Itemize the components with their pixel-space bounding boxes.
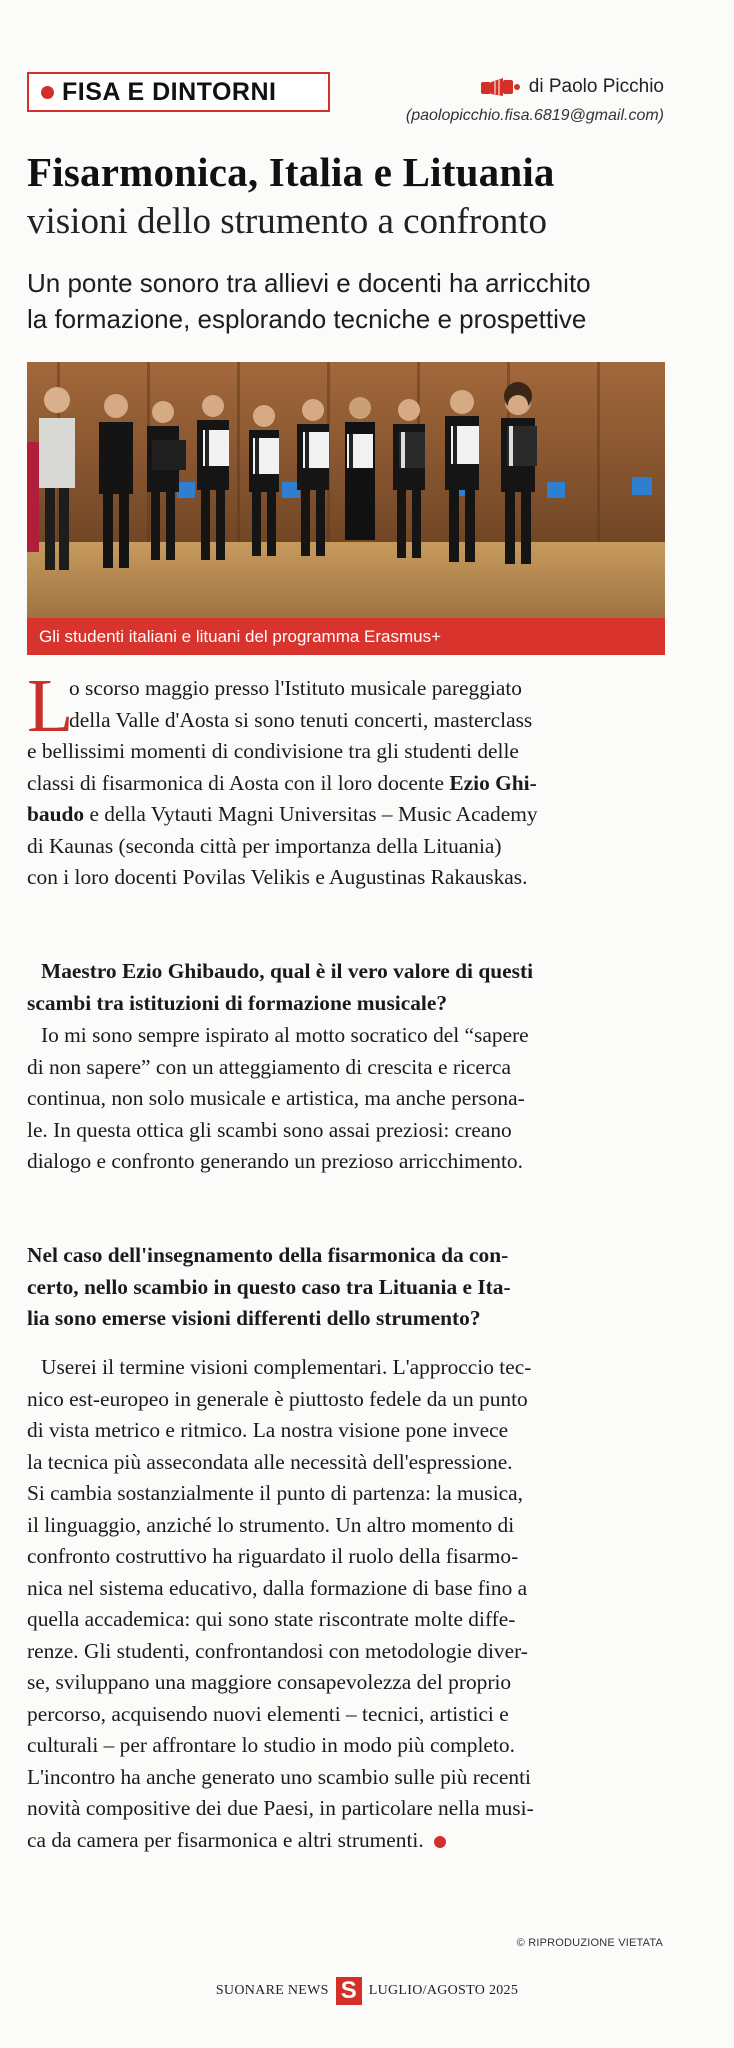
answer-line: L'incontro ha anche generato uno scambio sulle più recenti	[27, 1764, 531, 1789]
question-2	[27, 1240, 667, 1335]
article-subtitle: visioni dello strumento a confronto	[27, 201, 547, 242]
text-line: con i loro docenti Povilas Velikis e Augustinas Rakauskas.	[27, 865, 528, 889]
byline	[479, 76, 664, 98]
question-line: lia sono emerse visioni differenti dello strumento?	[27, 1306, 481, 1330]
answer-line: nico est-europeo in generale è piuttosto fedele da un punto	[27, 1386, 528, 1411]
answer-line: percorso, acquisendo nuovi elementi – tecnici, artistici e	[27, 1701, 509, 1726]
author-email[interactable]: (paolopicchio.fisa.6819@gmail.com)	[405, 107, 664, 124]
group-photo-illustration	[27, 362, 665, 655]
answer-line: se, sviluppano una maggiore consapevolezza del proprio	[27, 1670, 512, 1694]
answer-line: di non sapere” con un atteggiamento di crescita e ricerca	[27, 1054, 512, 1079]
answer-line	[27, 1825, 667, 1857]
text-segment: e della Vytauti Magni Universitas – Music Academy	[89, 802, 538, 826]
text-line	[27, 799, 667, 831]
question-line: certo, nello scambio in questo caso tra Lituania e Ita-	[27, 1274, 511, 1299]
deck-line: Un ponte sonoro tra allievi e docenti ha arricchito	[27, 268, 591, 298]
answer-line: renze. Gli studenti, confrontandosi con metodologie diver-	[27, 1638, 528, 1663]
answer-line: culturali – per affrontare lo studio in modo più completo.	[27, 1733, 515, 1757]
drop-cap: L	[27, 664, 74, 748]
answer-line: le. In questa ottica gli scambi sono assai preziosi: creano	[27, 1117, 512, 1142]
text-line: e bellissimi momenti di condivisione tra gli studenti delle	[27, 739, 519, 763]
answer-1	[27, 1020, 667, 1178]
photo-caption: Gli studenti italiani e lituani del programma Erasmus+	[27, 618, 665, 655]
answer-line: Si cambia sostanzialmente il punto di partenza: la musica,	[27, 1481, 523, 1505]
answer-line: la tecnica più assecondata alle necessità dell'espressione.	[27, 1449, 513, 1474]
accordion-logo-icon	[479, 76, 521, 98]
question-line: Maestro Ezio Ghibaudo, qual è il vero valore di questi	[41, 959, 534, 983]
answer-line: Io mi sono sempre ispirato al motto socratico del “sapere	[41, 1023, 529, 1047]
magazine-name: SUONARE NEWS	[215, 1983, 329, 1998]
question-1	[27, 956, 667, 1019]
answer-line: confronto costruttivo ha riguardato il ruolo della fisarmo-	[27, 1544, 519, 1568]
end-mark-icon	[434, 1836, 446, 1848]
teacher-name: Ezio Ghi-	[449, 770, 537, 795]
rubric-label: FISA E DINTORNI	[62, 77, 277, 106]
answer-line: continua, non solo musicale e artistica, ma anche persona-	[27, 1086, 525, 1110]
question-line: Nel caso dell'insegnamento della fisarmonica da con-	[27, 1243, 509, 1267]
answer-2	[27, 1352, 667, 1856]
page-footer	[0, 1977, 734, 2005]
magazine-logo: S	[336, 1977, 362, 2005]
answer-line: Userei il termine visioni complementari. L'approccio tec-	[41, 1355, 532, 1379]
article-deck	[27, 265, 717, 337]
text-line: di Kaunas (seconda città per importanza della Lituania)	[27, 833, 502, 858]
teacher-name-cont: baudo	[27, 802, 85, 826]
group-photo	[27, 362, 665, 655]
answer-line: dialogo e confronto generando un prezioso arricchimento.	[27, 1149, 523, 1173]
section-rubric	[27, 72, 330, 112]
answer-line: il linguaggio, anziché lo strumento. Un altro momento di	[27, 1512, 515, 1537]
answer-line: nica nel sistema educativo, dalla formazione di base fino a	[27, 1575, 528, 1600]
answer-line: di vista metrico e ritmico. La nostra visione pone invece	[27, 1418, 509, 1442]
text-segment: ca da camera per fisarmonica e altri strumenti.	[27, 1827, 424, 1852]
text-segment: classi di fisarmonica di Aosta con il loro docente	[27, 770, 445, 795]
text-line	[27, 768, 667, 800]
text-line: della Valle d'Aosta si sono tenuti concerti, masterclass	[69, 707, 533, 732]
answer-line: quella accademica: qui sono state riscontrate molte diffe-	[27, 1607, 516, 1631]
copyright-notice: © RIPRODUZIONE VIETATA	[516, 1937, 663, 1949]
issue-date: LUGLIO/AGOSTO 2025	[368, 1983, 519, 1998]
text-line: o scorso maggio presso l'Istituto musicale pareggiato	[69, 676, 522, 700]
deck-line: la formazione, esplorando tecniche e prospettive	[27, 304, 587, 334]
question-line: scambi tra istituzioni di formazione musicale?	[27, 990, 448, 1015]
intro-paragraph	[27, 673, 667, 894]
rubric-bullet-icon	[41, 86, 54, 99]
answer-line: novità compositive dei due Paesi, in particolare nella musi-	[27, 1796, 534, 1820]
author-name: di Paolo Picchio	[528, 76, 664, 97]
article-title: Fisarmonica, Italia e Lituania	[27, 149, 555, 195]
